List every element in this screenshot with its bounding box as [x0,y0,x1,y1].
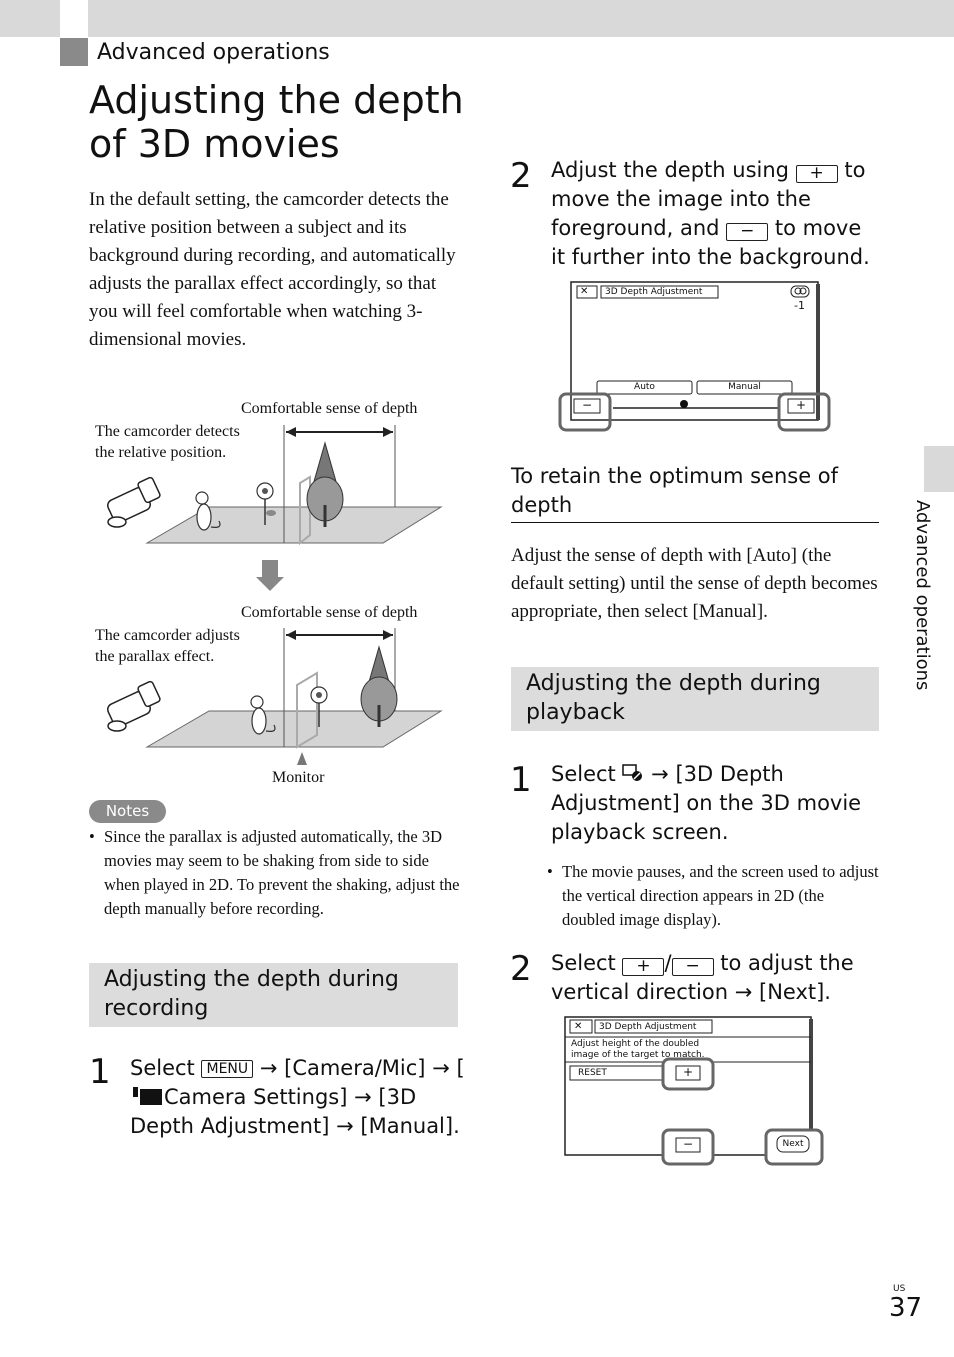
camcorder-icon-bottom [106,681,161,731]
select-word: Select [551,762,616,786]
screen1-title: 3D Depth Adjustment [605,287,703,297]
ground-bottom [147,711,441,747]
step-2-text [551,156,881,272]
arrow-icon: → [432,1056,450,1080]
arrowhead-right-bottom [383,630,393,640]
playback-step-1-bullet [547,860,879,932]
figure-bottom-caption-2: the parallax effect. [95,648,215,665]
recording-step-1-text: Select MENU → [Camera/Mic] → [Camera Settings] → [3D Depth Adjustment] → [Manual]. [130,1056,465,1138]
camera-settings-label: Camera Settings] [164,1085,348,1109]
plus-button[interactable]: + [622,958,664,976]
arrowhead-left-top [286,427,296,437]
step-2-text-a: Adjust the depth using [551,158,789,182]
slash: / [664,951,672,975]
playback-step-1-rest: [3D Depth Adjustment] on the 3D movie playback screen. [551,762,862,844]
figure-bottom-label: Comfortable sense of depth [241,604,418,621]
tree-icon-top [307,443,343,527]
playback-step-2-rest: to adjust the vertical direction [551,951,854,1004]
top-bar [0,0,954,37]
top-bar-notch [60,0,88,37]
side-tab [924,446,954,492]
arrow-icon: → [354,1085,372,1109]
arrow-icon: → [651,762,669,786]
recording-heading-text: Adjusting the depth during recording [104,967,399,1021]
arrowhead-right-top [383,427,393,437]
playback-step-1-number: 1 [510,760,532,800]
screen2-title: 3D Depth Adjustment [599,1022,697,1032]
screen1-manual-button[interactable]: Manual [728,382,761,392]
camcorder-icon-top [106,477,161,527]
menu-button[interactable]: MENU [201,1060,253,1078]
playback-step-2-number: 2 [510,949,532,989]
figure-bottom-caption-1: The camcorder adjusts [95,627,240,644]
figure-top-label: Comfortable sense of depth [241,400,418,417]
arrow-icon: → [336,1114,354,1138]
bullet-icon: • [89,827,95,846]
section-marker [60,38,88,66]
playback-step-1-text [551,760,881,847]
region-code: US [893,1284,906,1294]
arrow-icon: → [734,980,753,1004]
screen2-hint-1: Adjust height of the doubled [571,1039,700,1049]
depth-adjustment-label: [3D Depth Adjustment] [130,1085,417,1138]
vertical-adjustment-screen [562,1015,827,1167]
camera-mic-label: [Camera/Mic] [284,1056,426,1080]
screen1-auto-button[interactable]: Auto [634,382,655,392]
screen2-next-button[interactable]: Next [782,1139,804,1149]
playback-heading [511,667,879,731]
screen2-close-icon[interactable]: ✕ [574,1021,583,1032]
figure-top-caption-1: The camcorder detects [95,423,240,440]
screen1-minus-button[interactable]: − [581,398,593,412]
bullet-icon: • [547,862,553,881]
down-arrow [256,560,284,591]
figure-top-caption-2: the relative position. [95,444,227,461]
figure-monitor-label: Monitor [272,769,325,786]
screen1-close-icon[interactable]: ✕ [580,286,589,297]
edit-icon[interactable] [622,762,644,782]
screen1-value: -1 [794,299,805,312]
next-label: [Next]. [759,980,831,1004]
playback-heading-text: Adjusting the depth during playback [526,671,821,725]
plus-button[interactable]: + [796,165,838,183]
notes-item-text: Since the parallax is adjusted automatically, the 3D movies may seem to be shaking from side to side when played in 2D. To prevent the shaking, adjust the depth manually before recording. [104,827,460,918]
retain-heading: To retain the optimum sense of depth [511,462,879,523]
recording-step-1-number: 1 [89,1052,111,1092]
minus-button[interactable]: − [672,958,714,976]
arrow-icon: → [259,1056,278,1080]
retain-body: Adjust the sense of depth with [Auto] (the default setting) until the sense of depth becomes appropriate, then select [Manual]. [511,545,878,622]
screen2-reset-button[interactable]: RESET [578,1068,607,1078]
tree-icon-bottom [361,647,397,727]
select-word: Select [551,951,616,975]
screen2-plus-button[interactable]: + [682,1065,694,1079]
section-label: Advanced operations [97,40,330,65]
playback-step-1-bullet-text: The movie pauses, and the screen used to adjust the vertical direction appears in 2D (the doubled image display). [562,862,879,929]
side-label: Advanced operations [912,500,933,691]
screen2-minus-button[interactable]: − [682,1137,694,1151]
recording-heading [89,963,458,1027]
manual-label: [Manual]. [360,1114,460,1138]
page-number: 37 [889,1293,923,1323]
minus-button[interactable]: − [726,223,768,241]
intro-paragraph: In the default setting, the camcorder detects the relative position between a subject and its background during recording, and automatically adjusts the parallax effect accordingly, so that you will feel comfortable when watching 3-dimensional movies. [89,189,456,350]
step-2-text-b: to move the image into the foreground, and [551,158,866,240]
camera-icon [130,1085,164,1105]
playback-step-2-text [551,949,881,1007]
ground-top [147,507,441,543]
notes-item [89,825,461,921]
screen1-plus-button[interactable]: + [795,398,807,412]
page-title: Adjusting the depth of 3D movies [89,78,464,166]
select-word: Select [130,1056,195,1080]
arrowhead-left-bottom [286,630,296,640]
screen2-hint-2: image of the target to match. [571,1050,705,1060]
step-2-number: 2 [510,156,532,196]
step-2-text-c: to move it further into the background. [551,216,870,269]
notes-badge: Notes [89,800,166,823]
depth-adjustment-screen [558,280,833,435]
monitor-pointer [297,752,307,765]
